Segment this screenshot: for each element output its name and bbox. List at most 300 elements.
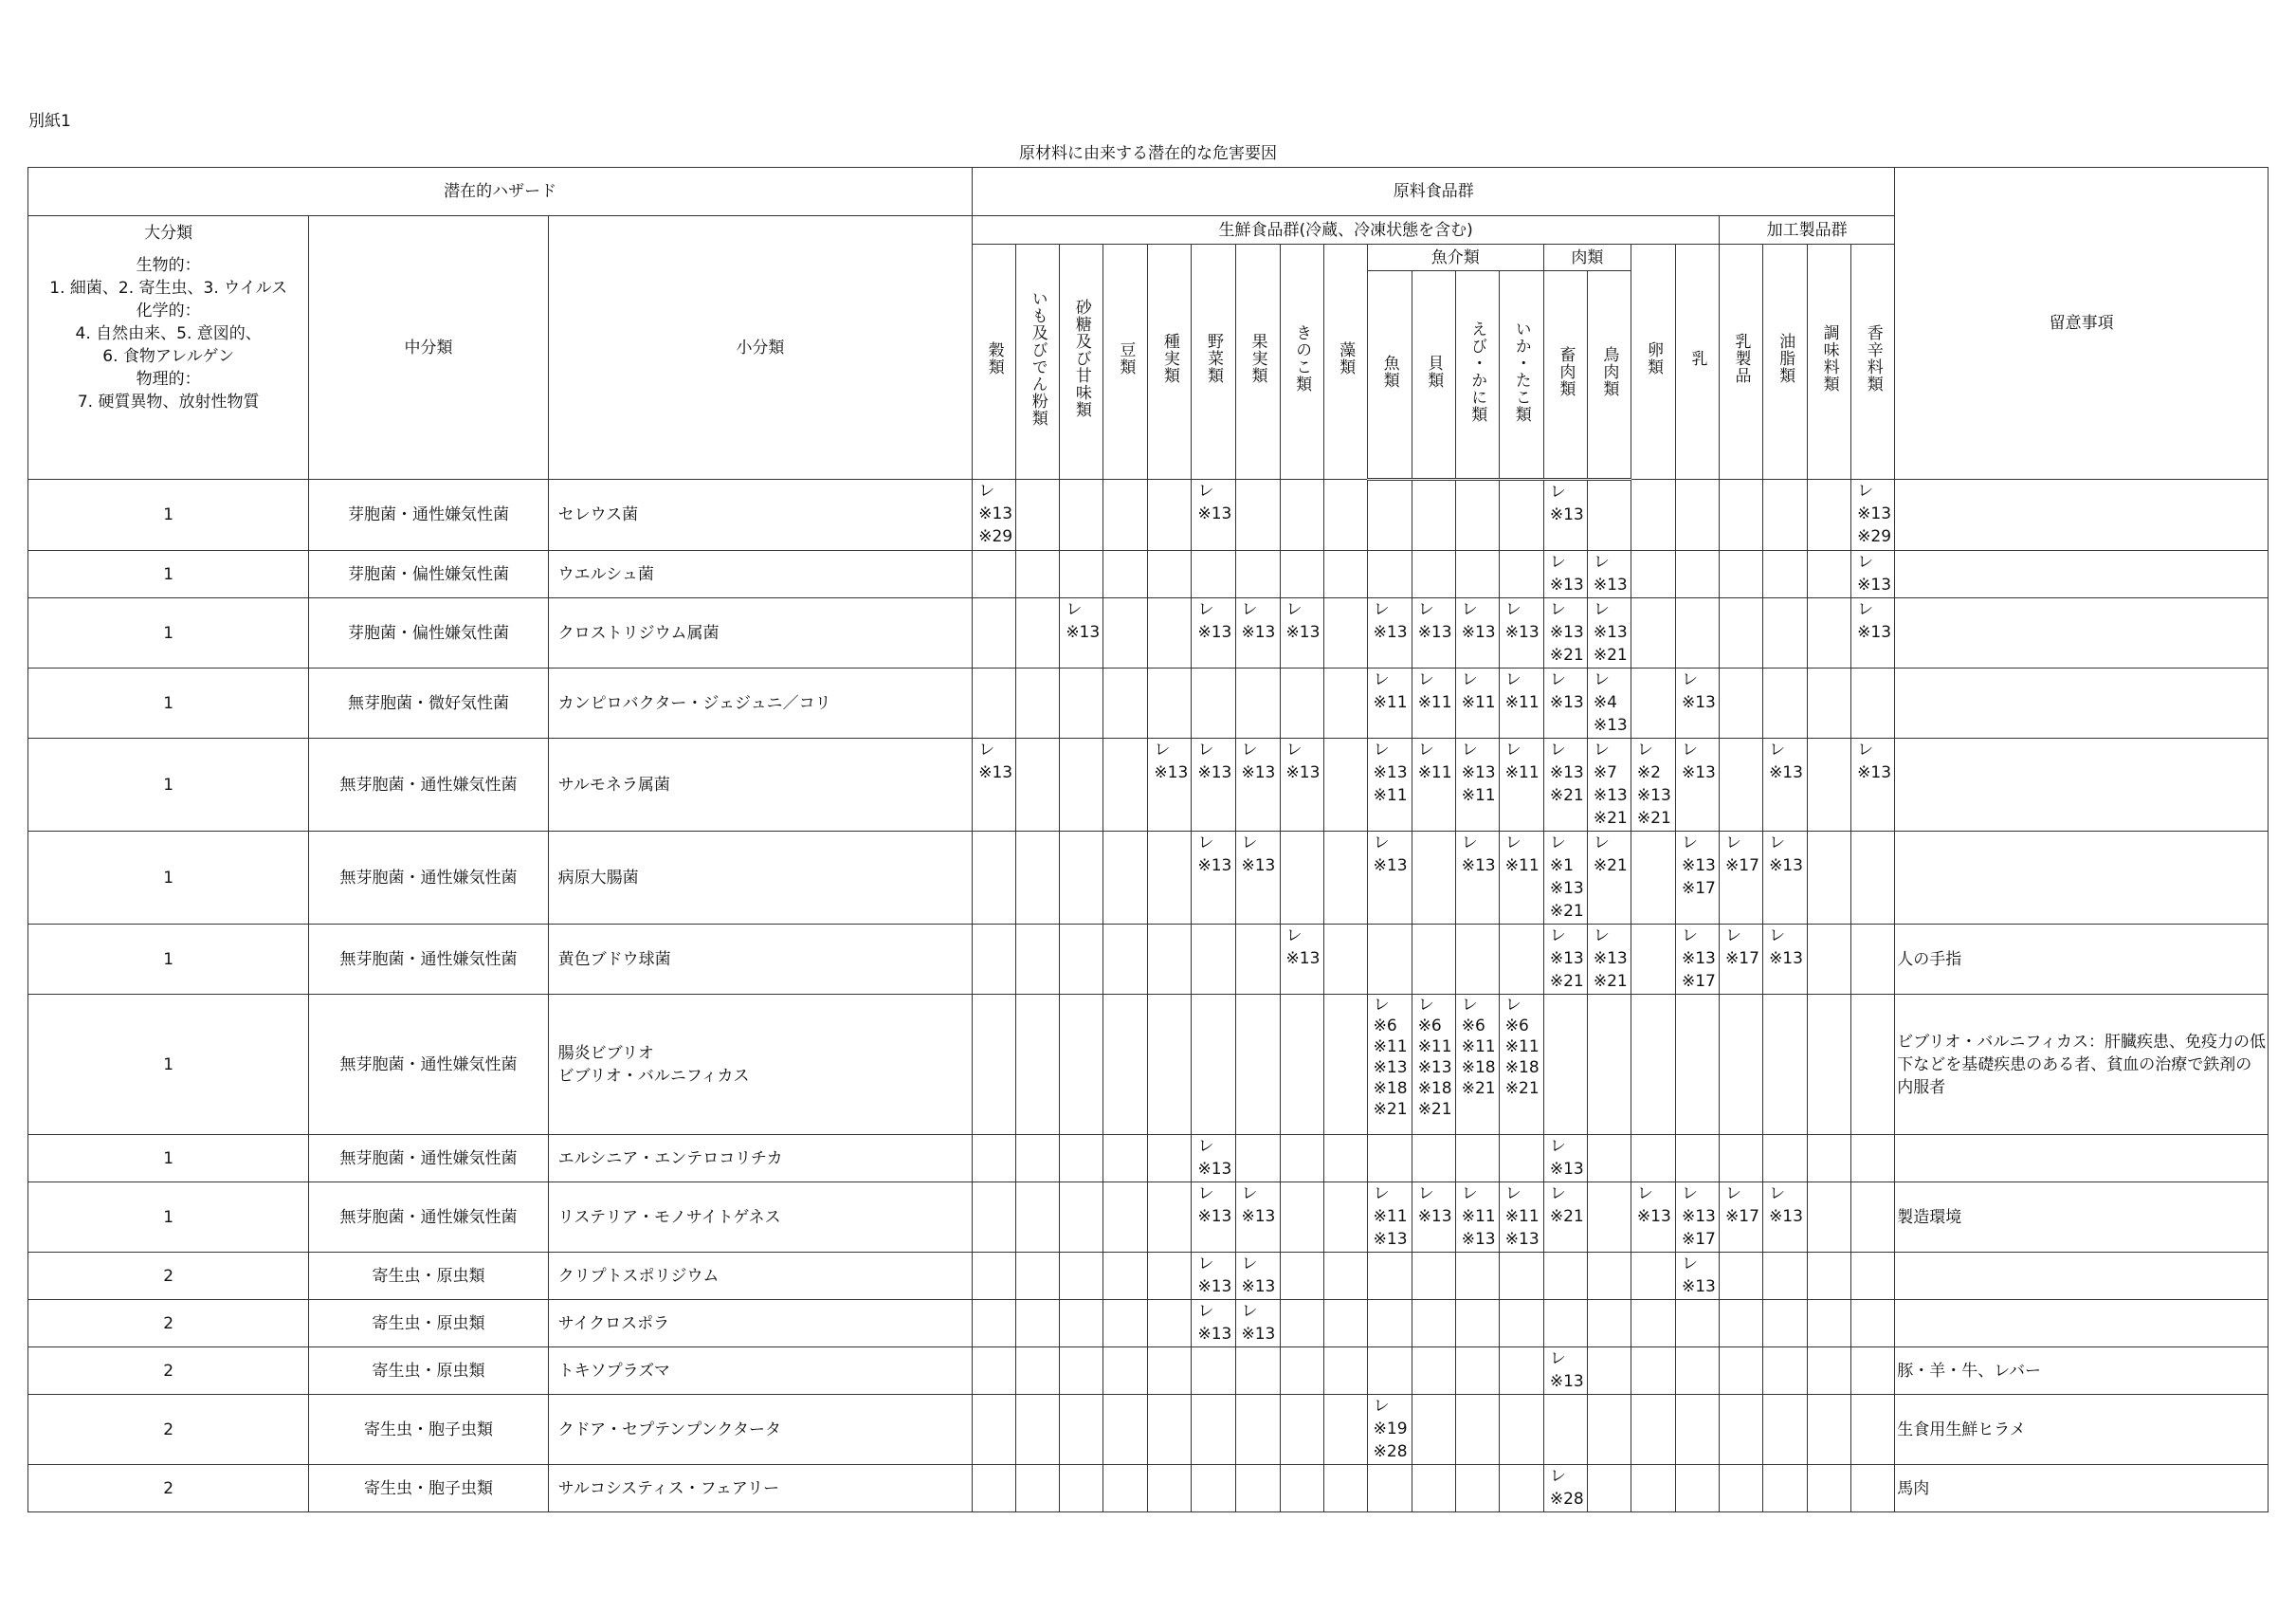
hazard-mark-cell <box>1235 995 1280 1135</box>
hazard-mark-cell <box>1280 1135 1323 1182</box>
hazard-mark-cell <box>1587 480 1631 551</box>
hazard-mark-cell <box>1455 1135 1499 1182</box>
column-header: 魚類 <box>1379 354 1399 389</box>
hazard-mark-cell <box>1323 598 1367 669</box>
note-cell: 馬肉 <box>1895 1465 2269 1512</box>
hazard-mark-cell <box>1763 1300 1808 1347</box>
hazard-mark-cell <box>1235 480 1280 551</box>
hazard-mark-cell <box>1412 925 1455 995</box>
hazard-mark-cell: レ ※13 ※11 <box>1455 739 1499 832</box>
hazard-mark-cell: レ ※11 ※13 <box>1367 1182 1412 1253</box>
hazard-mark-cell <box>1631 925 1675 995</box>
hazard-mark-cell: レ ※13 <box>1851 739 1895 832</box>
hazard-mark-cell <box>1323 1300 1367 1347</box>
hazard-mark-cell: レ ※13 <box>1455 832 1499 925</box>
hazard-mark-cell <box>1851 1182 1895 1253</box>
column-header: 乳 <box>1687 350 1707 367</box>
hazard-mark-cell <box>1808 480 1851 551</box>
hazard-mark-cell <box>1720 551 1763 598</box>
hazard-mark-cell <box>1103 995 1148 1135</box>
small-category-cell: リステリア・モノサイトゲネス <box>548 1182 973 1253</box>
hazard-mark-cell <box>1631 1395 1675 1465</box>
hazard-mark-cell <box>1280 995 1323 1135</box>
hazard-mark-cell <box>1763 669 1808 739</box>
column-header: 種実類 <box>1159 333 1179 384</box>
hazard-mark-cell <box>1060 739 1103 832</box>
major-category-cell: 2 <box>28 1300 309 1347</box>
hazard-mark-cell <box>1720 739 1763 832</box>
mid-category-cell: 芽胞菌・通性嫌気性菌 <box>309 480 548 551</box>
hazard-mark-cell <box>1016 832 1060 925</box>
hazard-mark-cell <box>973 1465 1016 1512</box>
hazard-mark-cell <box>1060 1253 1103 1300</box>
hazard-mark-cell <box>1587 1300 1631 1347</box>
hazard-mark-cell <box>1148 832 1192 925</box>
hazard-mark-cell <box>1060 480 1103 551</box>
legend-line: 7. 硬質異物、放射性物質 <box>77 393 260 412</box>
hazard-mark-cell <box>1631 832 1675 925</box>
hazard-mark-cell <box>1148 1347 1192 1395</box>
note-cell <box>1895 1253 2269 1300</box>
hazard-mark-cell <box>1412 1253 1455 1300</box>
major-category-cell: 2 <box>28 1253 309 1300</box>
hazard-mark-cell <box>1060 1465 1103 1512</box>
hazard-mark-cell <box>1323 1395 1367 1465</box>
hazard-mark-cell <box>973 551 1016 598</box>
hazard-mark-cell: レ ※13 <box>1675 669 1719 739</box>
mid-category-cell: 寄生虫・胞子虫類 <box>309 1395 548 1465</box>
hazard-mark-cell <box>1235 669 1280 739</box>
hazard-mark-cell: レ ※13 <box>1192 739 1235 832</box>
hazard-mark-cell: レ ※13 <box>1235 1253 1280 1300</box>
hazard-mark-cell <box>1323 739 1367 832</box>
hazard-mark-cell <box>1763 1135 1808 1182</box>
small-category-cell: クロストリジウム属菌 <box>548 598 973 669</box>
column-header: 乳製品 <box>1731 333 1751 384</box>
hazard-mark-cell <box>1808 1465 1851 1512</box>
major-category-cell: 1 <box>28 925 309 995</box>
legend-line <box>28 245 308 254</box>
hazard-mark-cell <box>1016 598 1060 669</box>
hazard-mark-cell <box>1631 1300 1675 1347</box>
hazard-mark-cell <box>1720 480 1763 551</box>
hazard-mark-cell <box>1587 1182 1631 1253</box>
note-cell <box>1895 1300 2269 1347</box>
hazard-mark-cell <box>1103 739 1148 832</box>
mid-category-cell: 無芽胞菌・通性嫌気性菌 <box>309 1182 548 1253</box>
hazard-mark-cell <box>1192 551 1235 598</box>
table-row <box>28 480 2269 551</box>
major-category-cell: 2 <box>28 1465 309 1512</box>
hazard-mark-cell <box>973 1347 1016 1395</box>
small-category-cell: 腸炎ビブリオ ビブリオ・バルニフィカス <box>548 995 973 1135</box>
hazard-mark-cell: レ ※13 <box>1235 1300 1280 1347</box>
column-header: えび・かに類 <box>1467 320 1487 423</box>
hazard-mark-cell <box>1280 480 1323 551</box>
hazard-mark-cell <box>1720 995 1763 1135</box>
hazard-mark-cell <box>1851 925 1895 995</box>
hazard-mark-cell <box>1323 1347 1367 1395</box>
hazard-mark-cell <box>1103 1253 1148 1300</box>
hazard-mark-cell <box>1060 1347 1103 1395</box>
note-cell: 生食用生鮮ヒラメ <box>1895 1395 2269 1465</box>
hazard-mark-cell: レ ※17 <box>1720 832 1763 925</box>
hazard-mark-cell: レ ※13 <box>1280 925 1323 995</box>
hazard-mark-cell: レ ※13 ※29 <box>973 480 1016 551</box>
hazard-mark-cell: レ ※13 <box>1675 739 1719 832</box>
hazard-mark-cell: レ ※13 <box>1192 832 1235 925</box>
hazard-mark-cell <box>1720 1135 1763 1182</box>
hazard-mark-cell <box>1808 598 1851 669</box>
hazard-mark-cell: レ ※13 <box>1192 1182 1235 1253</box>
table-row <box>28 598 2269 669</box>
major-category-cell: 1 <box>28 832 309 925</box>
mid-category-header: 中分類 <box>309 216 548 480</box>
column-header: 畜肉類 <box>1556 345 1576 397</box>
mid-category-cell: 寄生虫・原虫類 <box>309 1300 548 1347</box>
hazard-mark-cell <box>1367 1465 1412 1512</box>
processed-group-header: 加工製品群 <box>1720 216 1895 245</box>
hazard-mark-cell <box>1499 1395 1543 1465</box>
hazard-mark-cell <box>973 1395 1016 1465</box>
hazard-mark-cell: レ ※17 <box>1720 925 1763 995</box>
hazard-mark-cell <box>1851 669 1895 739</box>
hazard-mark-cell <box>1808 995 1851 1135</box>
note-cell <box>1895 551 2269 598</box>
hazard-mark-cell <box>1103 832 1148 925</box>
document-title: 原材料に由来する潜在的な危害要因 <box>1019 144 1277 163</box>
hazard-mark-cell <box>973 832 1016 925</box>
hazard-mark-cell <box>1763 1253 1808 1300</box>
hazard-mark-cell <box>1675 598 1719 669</box>
hazard-mark-cell <box>1499 1253 1543 1300</box>
hazard-mark-cell <box>1280 1253 1323 1300</box>
note-cell <box>1895 480 2269 551</box>
hazard-mark-cell: レ ※13 <box>1543 551 1587 598</box>
column-header: 調味料類 <box>1819 324 1839 393</box>
hazard-mark-cell <box>1148 1253 1192 1300</box>
hazard-mark-cell <box>1323 1182 1367 1253</box>
hazard-mark-cell <box>1543 1395 1587 1465</box>
hazard-mark-cell <box>1280 1395 1323 1465</box>
mid-category-cell: 無芽胞菌・通性嫌気性菌 <box>309 995 548 1135</box>
table-row <box>28 1253 2269 1300</box>
hazard-mark-cell <box>1016 551 1060 598</box>
hazard-mark-cell <box>1235 1465 1280 1512</box>
table-row <box>28 1465 2269 1512</box>
hazard-mark-cell <box>1280 832 1323 925</box>
hazard-mark-cell <box>1060 1300 1103 1347</box>
small-category-cell: サイクロスポラ <box>548 1300 973 1347</box>
hazard-mark-cell: レ ※19 ※28 <box>1367 1395 1412 1465</box>
hazard-mark-cell: レ ※11 ※13 <box>1455 1182 1499 1253</box>
hazard-mark-cell <box>1148 995 1192 1135</box>
hazard-mark-cell <box>1235 1395 1280 1465</box>
hazard-mark-cell: レ ※13 ※17 <box>1675 925 1719 995</box>
hazard-mark-cell <box>1016 480 1060 551</box>
hazard-mark-cell: レ ※13 <box>1192 1135 1235 1182</box>
hazard-mark-cell <box>1323 551 1367 598</box>
hazard-mark-cell <box>1148 598 1192 669</box>
hazard-mark-cell <box>1323 832 1367 925</box>
hazard-mark-cell <box>1851 1253 1895 1300</box>
mid-category-cell: 寄生虫・原虫類 <box>309 1347 548 1395</box>
major-category-cell: 1 <box>28 1135 309 1182</box>
hazard-mark-cell <box>1499 480 1543 551</box>
legend-line: 4. 自然由来、5. 意図的、 <box>75 324 262 343</box>
table-row <box>28 1300 2269 1347</box>
hazard-mark-cell <box>1103 1465 1148 1512</box>
hazard-mark-cell <box>1280 1182 1323 1253</box>
hazard-mark-cell: レ ※2 ※13 ※21 <box>1631 739 1675 832</box>
hazard-mark-cell: レ ※13 ※21 <box>1587 925 1631 995</box>
hazard-mark-cell: レ ※13 <box>1499 598 1543 669</box>
hazard-mark-cell: レ ※4 ※13 <box>1587 669 1631 739</box>
major-category-legend <box>28 216 309 480</box>
hazard-mark-cell <box>1103 1135 1148 1182</box>
legend-line: 生物的： <box>136 256 201 275</box>
hazard-mark-cell <box>1851 1347 1895 1395</box>
hazard-mark-cell <box>1720 598 1763 669</box>
table-row <box>28 1347 2269 1395</box>
hazard-mark-cell: レ ※13 <box>1367 832 1412 925</box>
hazard-mark-cell: レ ※13 ※21 <box>1587 598 1631 669</box>
hazard-mark-cell <box>1675 551 1719 598</box>
hazard-mark-cell <box>1235 925 1280 995</box>
hazard-mark-cell <box>1720 1253 1763 1300</box>
hazard-mark-cell <box>1148 1182 1192 1253</box>
hazard-mark-cell <box>1763 1465 1808 1512</box>
hazard-mark-cell <box>1455 1300 1499 1347</box>
notes-header: 留意事項 <box>1895 168 2269 480</box>
hazard-mark-cell: レ ※13 <box>973 739 1016 832</box>
hazard-mark-cell: レ ※1 ※13 ※21 <box>1543 832 1587 925</box>
column-header: 砂糖及び甘味類 <box>1071 299 1091 418</box>
meat-header: 肉類 <box>1543 245 1631 271</box>
major-category-cell: 1 <box>28 739 309 832</box>
table-row <box>28 1135 2269 1182</box>
hazard-mark-cell <box>1016 1347 1060 1395</box>
note-cell <box>1895 669 2269 739</box>
note-cell <box>1895 598 2269 669</box>
hazard-mark-cell <box>1060 1182 1103 1253</box>
hazard-mark-cell <box>1103 598 1148 669</box>
hazard-mark-cell <box>1060 995 1103 1135</box>
column-header: いも及びでん粉類 <box>1028 290 1048 427</box>
hazard-mark-cell <box>1675 1347 1719 1395</box>
hazard-mark-cell: レ ※13 <box>1192 480 1235 551</box>
hazard-mark-cell: レ ※21 <box>1543 1182 1587 1253</box>
hazard-mark-cell <box>1851 1395 1895 1465</box>
hazard-mark-cell <box>1808 925 1851 995</box>
small-category-cell: ウエルシュ菌 <box>548 551 973 598</box>
small-category-cell: 黄色ブドウ球菌 <box>548 925 973 995</box>
hazard-mark-cell <box>1631 598 1675 669</box>
hazard-mark-cell: レ ※13 <box>1192 1253 1235 1300</box>
legend-line: 1. 細菌、2. 寄生虫、3. ウイルス <box>49 279 288 298</box>
hazard-mark-cell <box>1323 1465 1367 1512</box>
hazard-mark-cell: レ ※28 <box>1543 1465 1587 1512</box>
column-header: 香辛料類 <box>1863 324 1883 393</box>
hazard-mark-cell <box>1808 1300 1851 1347</box>
hazard-mark-cell <box>1499 551 1543 598</box>
hazard-mark-cell <box>1148 551 1192 598</box>
hazard-mark-cell <box>1455 1395 1499 1465</box>
hazard-mark-cell <box>1720 1300 1763 1347</box>
seafood-header: 魚介類 <box>1367 245 1543 271</box>
hazard-mark-cell: レ ※11 <box>1412 669 1455 739</box>
major-category-cell: 1 <box>28 995 309 1135</box>
hazard-mark-cell <box>1763 480 1808 551</box>
hazard-mark-cell: レ ※11 <box>1367 669 1412 739</box>
sheet-label: 別紙1 <box>28 112 71 131</box>
hazard-mark-cell <box>1192 995 1235 1135</box>
column-header: いか・たこ類 <box>1511 320 1531 423</box>
hazard-mark-cell <box>1587 1347 1631 1395</box>
hazard-mark-cell <box>1631 551 1675 598</box>
column-header: 野菜類 <box>1203 333 1223 384</box>
hazard-mark-cell <box>1412 1395 1455 1465</box>
hazard-mark-cell <box>1367 1347 1412 1395</box>
hazard-mark-cell <box>1455 480 1499 551</box>
hazard-mark-cell <box>1148 1465 1192 1512</box>
hazard-mark-cell <box>973 1253 1016 1300</box>
hazard-mark-cell <box>973 1182 1016 1253</box>
hazard-mark-cell <box>1631 1465 1675 1512</box>
hazard-mark-cell <box>1367 480 1412 551</box>
hazard-mark-cell <box>1323 995 1367 1135</box>
hazard-mark-cell: レ ※13 ※17 <box>1675 1182 1719 1253</box>
hazard-mark-cell: レ ※17 <box>1720 1182 1763 1253</box>
hazard-mark-cell <box>1103 480 1148 551</box>
hazard-mark-cell <box>973 1300 1016 1347</box>
hazard-mark-cell <box>1103 669 1148 739</box>
column-header: 藻類 <box>1336 341 1356 376</box>
note-cell <box>1895 1135 2269 1182</box>
hazard-mark-cell: レ ※13 ※17 <box>1675 832 1719 925</box>
hazard-mark-cell <box>1016 995 1060 1135</box>
hazard-mark-cell <box>1808 1182 1851 1253</box>
mid-category-cell: 無芽胞菌・通性嫌気性菌 <box>309 739 548 832</box>
table-row <box>28 832 2269 925</box>
hazard-mark-cell <box>1280 551 1323 598</box>
note-cell <box>1895 832 2269 925</box>
hazard-mark-cell <box>973 1135 1016 1182</box>
hazard-mark-cell <box>1455 551 1499 598</box>
hazard-mark-cell <box>1323 1135 1367 1182</box>
hazard-mark-cell: レ ※13 <box>1763 925 1808 995</box>
hazard-mark-cell <box>1851 1465 1895 1512</box>
column-header: 穀類 <box>984 341 1004 376</box>
hazard-mark-cell <box>1016 1182 1060 1253</box>
hazard-mark-cell <box>1280 1300 1323 1347</box>
hazard-mark-cell <box>1016 1253 1060 1300</box>
hazard-mark-cell: レ ※13 <box>1192 1300 1235 1347</box>
hazard-mark-cell: レ ※13 <box>1587 551 1631 598</box>
hazard-mark-cell <box>1675 480 1719 551</box>
hazard-mark-cell: レ ※13 <box>1280 739 1323 832</box>
hazard-mark-cell: レ ※11 <box>1499 669 1543 739</box>
legend-line: 化学的： <box>136 302 201 321</box>
hazard-mark-cell <box>1016 925 1060 995</box>
hazard-mark-cell <box>1060 925 1103 995</box>
legend-line: 物理的： <box>136 370 201 389</box>
hazard-mark-cell: レ ※13 <box>1675 1253 1719 1300</box>
column-header: 豆類 <box>1116 341 1136 376</box>
hazard-mark-cell <box>1587 1465 1631 1512</box>
hazard-mark-cell <box>1148 925 1192 995</box>
hazard-mark-cell: レ ※13 <box>1543 1347 1587 1395</box>
hazard-mark-cell <box>1323 925 1367 995</box>
hazard-mark-cell <box>1367 1253 1412 1300</box>
hazard-mark-cell <box>1060 669 1103 739</box>
hazard-mark-cell: レ ※13 <box>1631 1182 1675 1253</box>
hazard-mark-cell <box>1323 669 1367 739</box>
hazard-mark-cell: レ ※13 <box>1060 598 1103 669</box>
small-category-cell: カンピロバクター・ジェジュニ／コリ <box>548 669 973 739</box>
hazard-mark-cell <box>1148 480 1192 551</box>
hazard-mark-cell <box>973 995 1016 1135</box>
table-row <box>28 995 2269 1135</box>
hazard-mark-cell <box>1148 669 1192 739</box>
hazard-mark-cell <box>1016 739 1060 832</box>
hazard-mark-cell <box>1808 669 1851 739</box>
hazard-mark-cell <box>1060 832 1103 925</box>
hazard-mark-cell: レ ※13 ※21 <box>1543 925 1587 995</box>
hazard-mark-cell <box>1631 995 1675 1135</box>
hazard-mark-cell <box>1103 551 1148 598</box>
hazard-mark-cell: レ ※13 <box>1543 669 1587 739</box>
table-row <box>28 739 2269 832</box>
hazard-mark-cell <box>1016 1135 1060 1182</box>
hazard-mark-cell <box>1235 1347 1280 1395</box>
column-header: きのこ類 <box>1292 324 1312 393</box>
note-cell: ビブリオ・バルニフィカス：肝臓疾患、免疫力の低下などを基礎疾患のある者、貧血の治療で鉄剤の内服者 <box>1895 995 2269 1135</box>
hazard-mark-cell <box>1587 1135 1631 1182</box>
hazard-mark-cell <box>1631 669 1675 739</box>
hazard-mark-cell <box>1148 1395 1192 1465</box>
hazard-mark-cell <box>973 598 1016 669</box>
hazard-mark-cell <box>1720 1347 1763 1395</box>
hazard-mark-cell: レ ※13 <box>1851 551 1895 598</box>
hazard-mark-cell <box>1367 1300 1412 1347</box>
hazard-mark-cell <box>1675 1395 1719 1465</box>
hazard-mark-cell <box>1631 1347 1675 1395</box>
hazard-mark-cell <box>1808 551 1851 598</box>
note-cell: 製造環境 <box>1895 1182 2269 1253</box>
hazard-mark-cell <box>1720 1395 1763 1465</box>
hazard-mark-cell <box>1280 669 1323 739</box>
note-cell: 豚・羊・牛、レバー <box>1895 1347 2269 1395</box>
hazard-mark-cell <box>1412 1465 1455 1512</box>
hazard-mark-cell <box>1631 480 1675 551</box>
table-row <box>28 1182 2269 1253</box>
legend-line: 6. 食物アレルゲン <box>102 347 235 366</box>
small-category-cell: サルモネラ属菌 <box>548 739 973 832</box>
fresh-group-header: 生鮮食品群(冷蔵、冷凍状態を含む) <box>973 216 1720 245</box>
hazard-mark-cell: レ ※13 <box>1763 1182 1808 1253</box>
hazard-mark-cell <box>1148 1135 1192 1182</box>
hazard-mark-cell: レ ※13 <box>1235 1182 1280 1253</box>
hazard-mark-cell <box>1499 1135 1543 1182</box>
table-row <box>28 1395 2269 1465</box>
hazard-mark-cell <box>1587 1253 1631 1300</box>
hazard-mark-cell <box>1016 669 1060 739</box>
hazard-mark-cell <box>1148 1300 1192 1347</box>
hazard-mark-cell <box>1103 1395 1148 1465</box>
hazard-mark-cell <box>1412 1135 1455 1182</box>
hazard-mark-cell <box>1192 1465 1235 1512</box>
